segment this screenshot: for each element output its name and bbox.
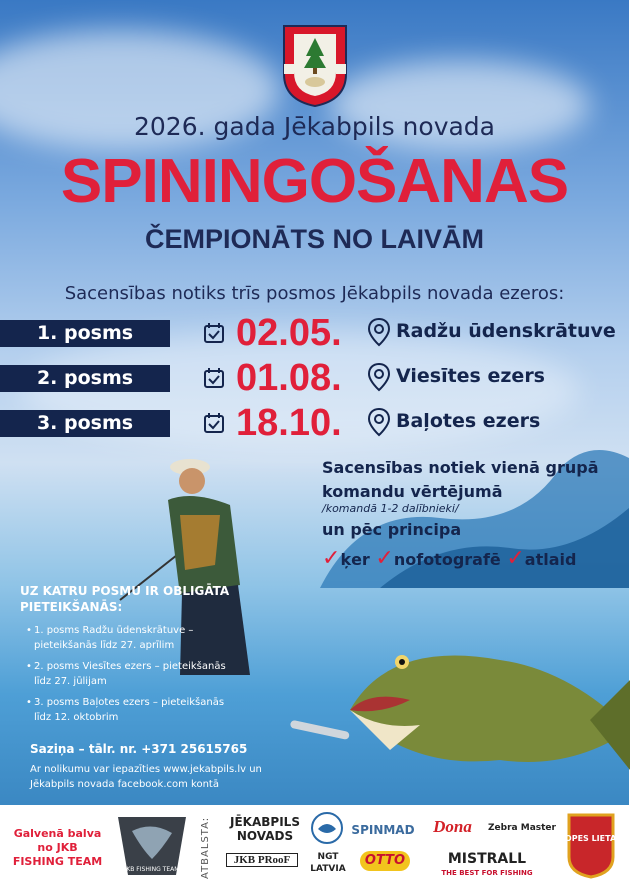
location-pin-icon xyxy=(368,318,390,346)
calendar-check-icon xyxy=(203,367,225,389)
stage-row-3 xyxy=(0,404,629,444)
team-logo xyxy=(112,813,192,879)
sponsor-jekabpils: JĒKABPILS NOVADS xyxy=(230,815,300,843)
principle-item: atlaid xyxy=(524,550,577,569)
page-subtitle: ČEMPIONĀTS NO LAIVĀM xyxy=(144,224,484,254)
location-pin-icon xyxy=(368,363,390,391)
sponsor-ngt: NGT LATVIA xyxy=(310,852,346,874)
stage-label: 3. posms xyxy=(0,410,170,437)
registration-block xyxy=(20,583,230,731)
sponsor-footer xyxy=(0,805,629,890)
stage-date: 01.08. xyxy=(236,357,342,399)
checkmark-icon: ✓ xyxy=(506,546,525,571)
stage-label: 1. posms xyxy=(0,320,170,347)
sponsor-spinmad: SPINMAD xyxy=(351,823,415,837)
stage-date: 02.05. xyxy=(236,312,342,354)
sponsor-otto: OTTO xyxy=(360,851,410,871)
calendar-check-icon xyxy=(203,322,225,344)
stage-label: 2. posms xyxy=(0,365,170,392)
pike-fish-illustration xyxy=(330,600,630,800)
intro-text: Sacensības notiks trīs posmos Jēkabpils novada ezeros: xyxy=(64,283,565,304)
calendar-check-icon xyxy=(203,412,225,434)
coat-of-arms xyxy=(282,24,348,108)
team-logo-text: JKB FISHING TEAM xyxy=(124,866,180,873)
contact-phone: Saziņa – tālr. nr. +371 25615765 xyxy=(30,742,248,756)
list-item: • 1. posms Radžu ūdenskrātuve – pieteikšanās līdz 27. aprīlim xyxy=(34,623,230,653)
principle-item: nofotografē xyxy=(393,550,501,569)
stage-date: 18.10. xyxy=(236,402,342,444)
principles xyxy=(322,546,576,571)
sponsor-zebra-master: Zebra Master xyxy=(488,823,556,833)
format-line-2: komandu vērtējumā xyxy=(322,482,503,501)
checkmark-icon: ✓ xyxy=(322,546,341,571)
sponsor-lopes-lietas-badge xyxy=(560,811,622,879)
stage-place: Radžu ūdenskrātuve xyxy=(396,320,616,342)
sponsor-lopes-lietas-text: LOPES LIETAS xyxy=(560,834,622,843)
event-year-line: 2026. gada Jēkabpils novada xyxy=(134,112,495,141)
page-title: SPININGOŠANAS xyxy=(60,147,569,216)
registration-title: UZ KATRU POSMU IR OBLIGĀTA PIETEIKŠANĀS: xyxy=(20,584,230,614)
stage-place: Baļotes ezers xyxy=(396,410,541,432)
registration-list xyxy=(34,623,230,725)
contact-info: Ar nolikumu var iepazīties www.jekabpils.lv un Jēkabpils novada facebook.com kontā xyxy=(30,764,262,790)
sponsor-dona: Dona xyxy=(433,817,472,836)
sponsor-fish-logo xyxy=(310,811,344,845)
list-item: • 2. posms Viesītes ezers – pieteikšanās līdz 27. jūlijam xyxy=(34,659,230,689)
format-line-3: un pēc principa xyxy=(322,520,462,539)
location-pin-icon xyxy=(368,408,390,436)
sponsor-mistrall: MISTRALL xyxy=(447,851,527,867)
stage-row-2 xyxy=(0,359,629,399)
sponsor-jkb-proof: JKB PRooF xyxy=(226,853,298,867)
stage-row-1 xyxy=(0,314,629,354)
stage-place: Viesītes ezers xyxy=(396,365,545,387)
checkmark-icon: ✓ xyxy=(375,546,394,571)
format-note: /komandā 1-2 dalībnieki/ xyxy=(322,502,459,515)
supported-by-label: ATBALSTA: xyxy=(200,816,211,879)
sponsor-mistrall-tagline: THE BEST FOR FISHING xyxy=(441,869,533,877)
prize-text: Galvenā balva no JKB FISHING TEAM xyxy=(12,827,103,868)
principle-item: ķer xyxy=(340,550,370,569)
format-line-1: Sacensības notiek vienā grupā xyxy=(322,458,599,477)
list-item: • 3. posms Baļotes ezers – pieteikšanās līdz 12. oktobrim xyxy=(34,695,230,725)
